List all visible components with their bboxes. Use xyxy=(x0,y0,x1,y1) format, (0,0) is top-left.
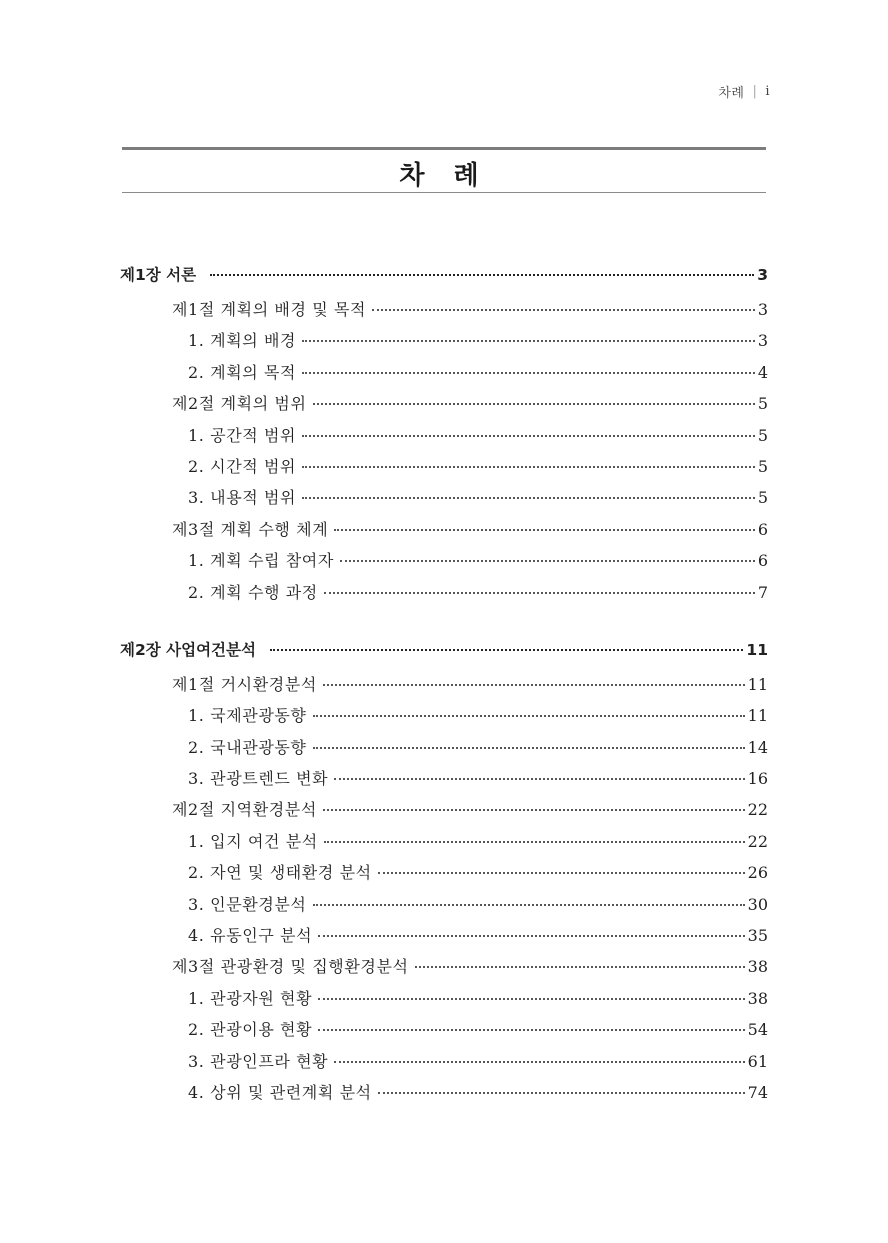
title-rule-top xyxy=(122,147,766,150)
toc-item-label: 3. 관광트렌드 변화 xyxy=(188,769,329,789)
toc-item[interactable] xyxy=(120,860,768,891)
toc-chapter-page: 11 xyxy=(746,640,768,659)
dot-leader xyxy=(340,560,755,562)
dot-leader xyxy=(302,497,755,499)
toc-section-page: 22 xyxy=(747,800,768,820)
toc-section-page: 3 xyxy=(757,300,768,319)
toc-item-label: 1. 계획 수립 참여자 xyxy=(188,551,334,571)
toc-section-label: 제1절 거시환경분석 xyxy=(172,674,317,694)
toc-item-page: 5 xyxy=(757,425,768,445)
toc-item-page: 35 xyxy=(747,926,768,946)
toc-item[interactable] xyxy=(120,423,768,454)
toc-item-page: 3 xyxy=(757,331,768,351)
toc-item[interactable] xyxy=(120,766,768,797)
toc-item-page: 74 xyxy=(747,1082,768,1102)
toc-item[interactable] xyxy=(120,829,768,860)
dot-leader xyxy=(313,747,745,749)
toc-item-label: 1. 계획의 배경 xyxy=(188,331,297,351)
table-of-contents xyxy=(120,263,768,1111)
dot-leader xyxy=(323,684,745,686)
toc-section-label: 제3절 관광환경 및 집행환경분석 xyxy=(172,957,409,977)
toc-item-label: 4. 유동인구 분석 xyxy=(188,926,313,946)
dot-leader xyxy=(372,309,755,311)
toc-item-page: 11 xyxy=(747,706,768,726)
dot-leader xyxy=(324,841,745,843)
toc-section-label: 제2절 계획의 범위 xyxy=(172,394,307,414)
dot-leader xyxy=(323,809,745,811)
toc-section[interactable] xyxy=(120,797,768,828)
chapter-spacer xyxy=(120,611,768,638)
toc-item[interactable] xyxy=(120,360,768,391)
toc-section-label: 제2절 지역환경분석 xyxy=(172,800,317,820)
dot-leader xyxy=(334,1061,744,1063)
dot-leader xyxy=(302,372,755,374)
dot-leader xyxy=(313,715,745,717)
toc-item[interactable] xyxy=(120,580,768,611)
toc-item-page: 6 xyxy=(757,551,768,571)
toc-item-label: 2. 관광이용 현황 xyxy=(188,1020,313,1040)
toc-item-page: 26 xyxy=(747,863,768,883)
toc-item-page: 30 xyxy=(747,894,768,914)
running-head-separator: | xyxy=(752,84,758,99)
toc-item-label: 3. 내용적 범위 xyxy=(188,488,297,508)
toc-item[interactable] xyxy=(120,328,768,359)
toc-section-page: 6 xyxy=(757,519,768,539)
toc-item-label: 2. 계획의 목적 xyxy=(188,362,297,382)
dot-leader xyxy=(313,403,755,405)
toc-item[interactable] xyxy=(120,986,768,1017)
dot-leader xyxy=(318,998,744,1000)
toc-item-label: 2. 자연 및 생태환경 분석 xyxy=(188,863,372,883)
toc-item[interactable] xyxy=(120,1049,768,1080)
toc-section[interactable] xyxy=(120,517,768,548)
toc-item-page: 38 xyxy=(747,988,768,1008)
dot-leader xyxy=(378,872,745,874)
toc-section[interactable] xyxy=(120,391,768,422)
dot-leader xyxy=(334,778,744,780)
toc-chapter-label: 제2장 사업여건분석 xyxy=(120,640,256,659)
toc-section-page: 38 xyxy=(747,957,768,977)
toc-section-label: 제1절 계획의 배경 및 목적 xyxy=(172,300,367,319)
dot-leader xyxy=(324,592,755,594)
toc-item-page: 7 xyxy=(757,582,768,602)
title-rule-bottom xyxy=(122,192,766,193)
dot-leader xyxy=(415,966,745,968)
toc-item-label: 1. 관광자원 현황 xyxy=(188,988,313,1008)
toc-item-label: 4. 상위 및 관련계획 분석 xyxy=(188,1082,372,1102)
title-box xyxy=(122,147,766,193)
toc-chapter[interactable] xyxy=(120,638,768,672)
toc-item[interactable] xyxy=(120,923,768,954)
toc-section[interactable] xyxy=(120,672,768,703)
toc-item-label: 2. 계획 수행 과정 xyxy=(188,582,318,602)
toc-chapter-page: 3 xyxy=(757,266,768,284)
toc-item-label: 1. 공간적 범위 xyxy=(188,425,297,445)
toc-chapter-label: 제1장 서론 xyxy=(120,266,197,284)
dot-leader xyxy=(302,466,755,468)
toc-item[interactable] xyxy=(120,454,768,485)
toc-section-page: 11 xyxy=(747,674,768,694)
toc-item-page: 14 xyxy=(747,737,768,757)
toc-item-label: 2. 시간적 범위 xyxy=(188,456,297,476)
toc-item[interactable] xyxy=(120,892,768,923)
dot-leader xyxy=(210,274,754,276)
toc-item[interactable] xyxy=(120,735,768,766)
toc-item-label: 1. 입지 여건 분석 xyxy=(188,831,318,851)
dot-leader xyxy=(270,649,743,651)
toc-item-page: 4 xyxy=(757,362,768,382)
toc-section-page: 5 xyxy=(757,394,768,414)
dot-leader xyxy=(313,904,745,906)
toc-item-page: 61 xyxy=(747,1051,768,1071)
dot-leader xyxy=(302,340,755,342)
toc-item[interactable] xyxy=(120,548,768,579)
page-title: 차 례 xyxy=(399,161,489,191)
toc-item[interactable] xyxy=(120,485,768,516)
toc-item-page: 54 xyxy=(747,1020,768,1040)
dot-leader xyxy=(378,1092,745,1094)
toc-item-label: 3. 관광인프라 현황 xyxy=(188,1051,329,1071)
toc-item-page: 22 xyxy=(747,831,768,851)
running-title: 차례 xyxy=(718,86,745,101)
toc-item[interactable] xyxy=(120,703,768,734)
toc-item[interactable] xyxy=(120,1017,768,1048)
toc-item-page: 5 xyxy=(757,488,768,508)
dot-leader xyxy=(318,935,744,937)
dot-leader xyxy=(318,1029,744,1031)
toc-item-page: 16 xyxy=(747,769,768,789)
toc-section[interactable] xyxy=(120,297,768,328)
page-number: i xyxy=(765,84,770,99)
toc-item-page: 5 xyxy=(757,456,768,476)
toc-item-label: 3. 인문환경분석 xyxy=(188,894,307,914)
toc-item[interactable] xyxy=(120,1080,768,1111)
toc-section[interactable] xyxy=(120,954,768,985)
dot-leader xyxy=(302,435,755,437)
toc-item-label: 1. 국제관광동향 xyxy=(188,706,307,726)
dot-leader xyxy=(334,529,755,531)
toc-section-label: 제3절 계획 수행 체계 xyxy=(172,519,329,539)
toc-chapter[interactable] xyxy=(120,263,768,297)
toc-item-label: 2. 국내관광동향 xyxy=(188,737,307,757)
running-head xyxy=(718,82,770,101)
